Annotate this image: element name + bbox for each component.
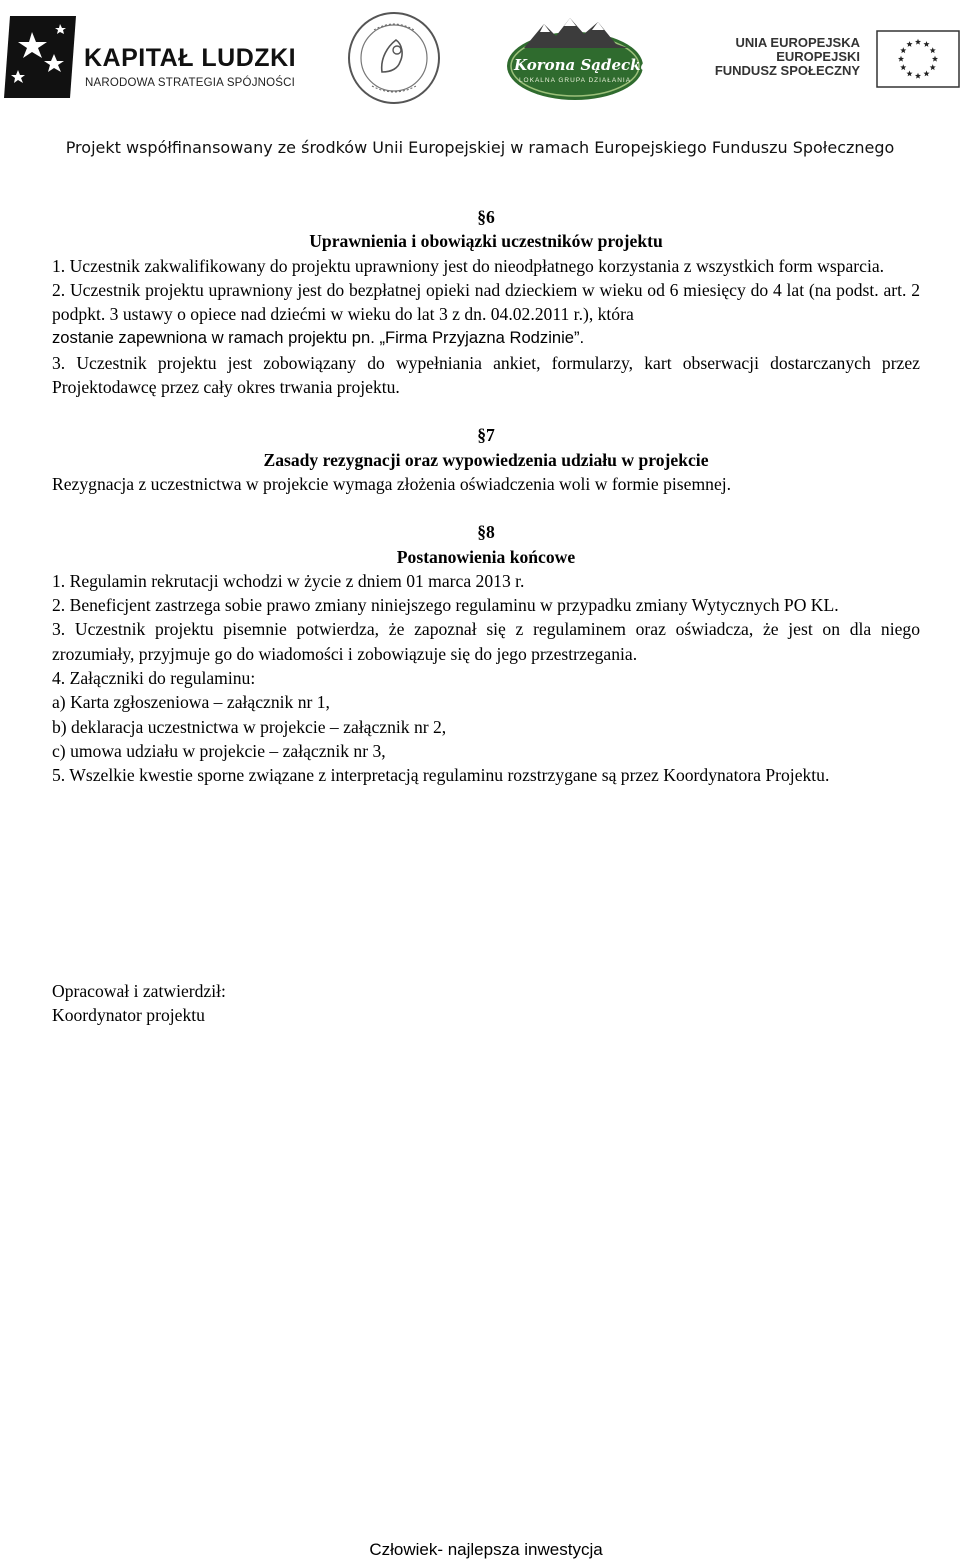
section-6-item-3: 3. Uczestnik projektu jest zobowiązany do wypełniania ankiet, formularzy, kart obserwacji dostarczanych przez Projektodawcę przez cały okres trwania projektu.: [52, 352, 920, 398]
section-6-item-2: 2. Uczestnik projektu uprawniony jest do bezpłatnej opieki nad dzieckiem w wieku od 6 miesięcy do 4 lat (na podst. art. 2 podpkt. 3 ustawy o opiece nad dziećmi w wieku do lat 3 z dn. 04.02.2011 r.), która: [52, 279, 920, 325]
eu-flag-icon: [876, 30, 960, 88]
collegium-seal-logo: [344, 10, 444, 106]
spacer: [52, 399, 920, 423]
signature-line-2: Koordynator projektu: [52, 1005, 205, 1026]
kapital-ludzki-emblem-icon: [4, 14, 80, 100]
section-8-item-4b: b) deklaracja uczestnictwa w projekcie – załącznik nr 2,: [52, 716, 447, 737]
signature-line-1: Opracował i zatwierdził:: [52, 981, 226, 1001]
eu-line-1: UNIA EUROPEJSKA: [735, 35, 860, 50]
kapital-ludzki-subtitle: NARODOWA STRATEGIA SPÓJNOŚCI: [85, 77, 296, 89]
korona-subtitle: LOKALNA GRUPA DZIAŁANIA: [518, 77, 632, 84]
page-header: [0, 0, 960, 157]
spacer: [52, 496, 920, 520]
eu-line-2: EUROPEJSKI: [776, 49, 860, 64]
section-7-number: §7: [477, 425, 495, 446]
section-8-item-4a: a) Karta zgłoszeniowa – załącznik nr 1,: [52, 692, 330, 713]
section-8-item-4: 4. Załączniki do regulaminu:: [52, 668, 256, 689]
kapital-ludzki-logo: [4, 14, 297, 100]
eu-line-3: FUNDUSZ SPOŁECZNY: [714, 63, 860, 78]
section-8-item-2: 2. Beneficjent zastrzega sobie prawo zmiany niniejszego regulaminu w przypadku zmiany Wytycznych PO KL.: [52, 595, 839, 616]
eu-logo-text: [715, 36, 860, 78]
document-body: [52, 205, 920, 788]
section-7-text: Rezygnacja z uczestnictwa w projekcie wymaga złożenia oświadczenia woli w formie pisemnej.: [52, 473, 732, 494]
signature-block: [52, 979, 226, 1028]
seal-emblem-icon: [344, 10, 444, 106]
section-8-title: Postanowienia końcowe: [396, 546, 576, 567]
korona-sadecka-logo: [504, 14, 651, 102]
cofinancing-note: Projekt współfinansowany ze środków Unii Europejskiej w ramach Europejskiego Funduszu Społecznego: [65, 138, 895, 157]
section-8-item-1: 1. Regulamin rekrutacji wchodzi w życie z dniem 01 marca 2013 r.: [52, 570, 525, 591]
korona-title: Korona Sądecka: [514, 56, 651, 74]
section-6-title: Uprawnienia i obowiązki uczestników projektu: [309, 231, 663, 252]
section-8-number: §8: [477, 522, 495, 543]
section-6-item-2-continued: zostanie zapewniona w ramach projektu pn. „Firma Przyjazna Rodzinie”.: [52, 328, 585, 348]
page-footer: Człowiek- najlepsza inwestycja: [369, 1540, 603, 1559]
section-8-item-4c: c) umowa udziału w projekcie – załącznik nr 3,: [52, 740, 386, 761]
section-8-item-3: 3. Uczestnik projektu pisemnie potwierdza, że zapoznał się z regulaminem oraz oświadcza, że jest on dla niego zrozumiały, przyjmuje go do wiadomości i zobowiązuje się do jego przestrzegania.: [52, 619, 920, 664]
section-8-item-5: 5. Wszelkie kwestie sporne związane z interpretacją regulaminu rozstrzygane są przez Koordynatora Projektu.: [52, 765, 830, 786]
section-6-item-1: 1. Uczestnik zakwalifikowany do projektu uprawniony jest do nieodpłatnego korzystania z wszystkich form wsparcia.: [52, 255, 885, 276]
section-7-title: Zasady rezygnacji oraz wypowiedzenia udziału w projekcie: [263, 449, 709, 470]
section-6-number: §6: [477, 207, 495, 227]
kapital-ludzki-title: KAPITAŁ LUDZKI: [84, 44, 297, 72]
